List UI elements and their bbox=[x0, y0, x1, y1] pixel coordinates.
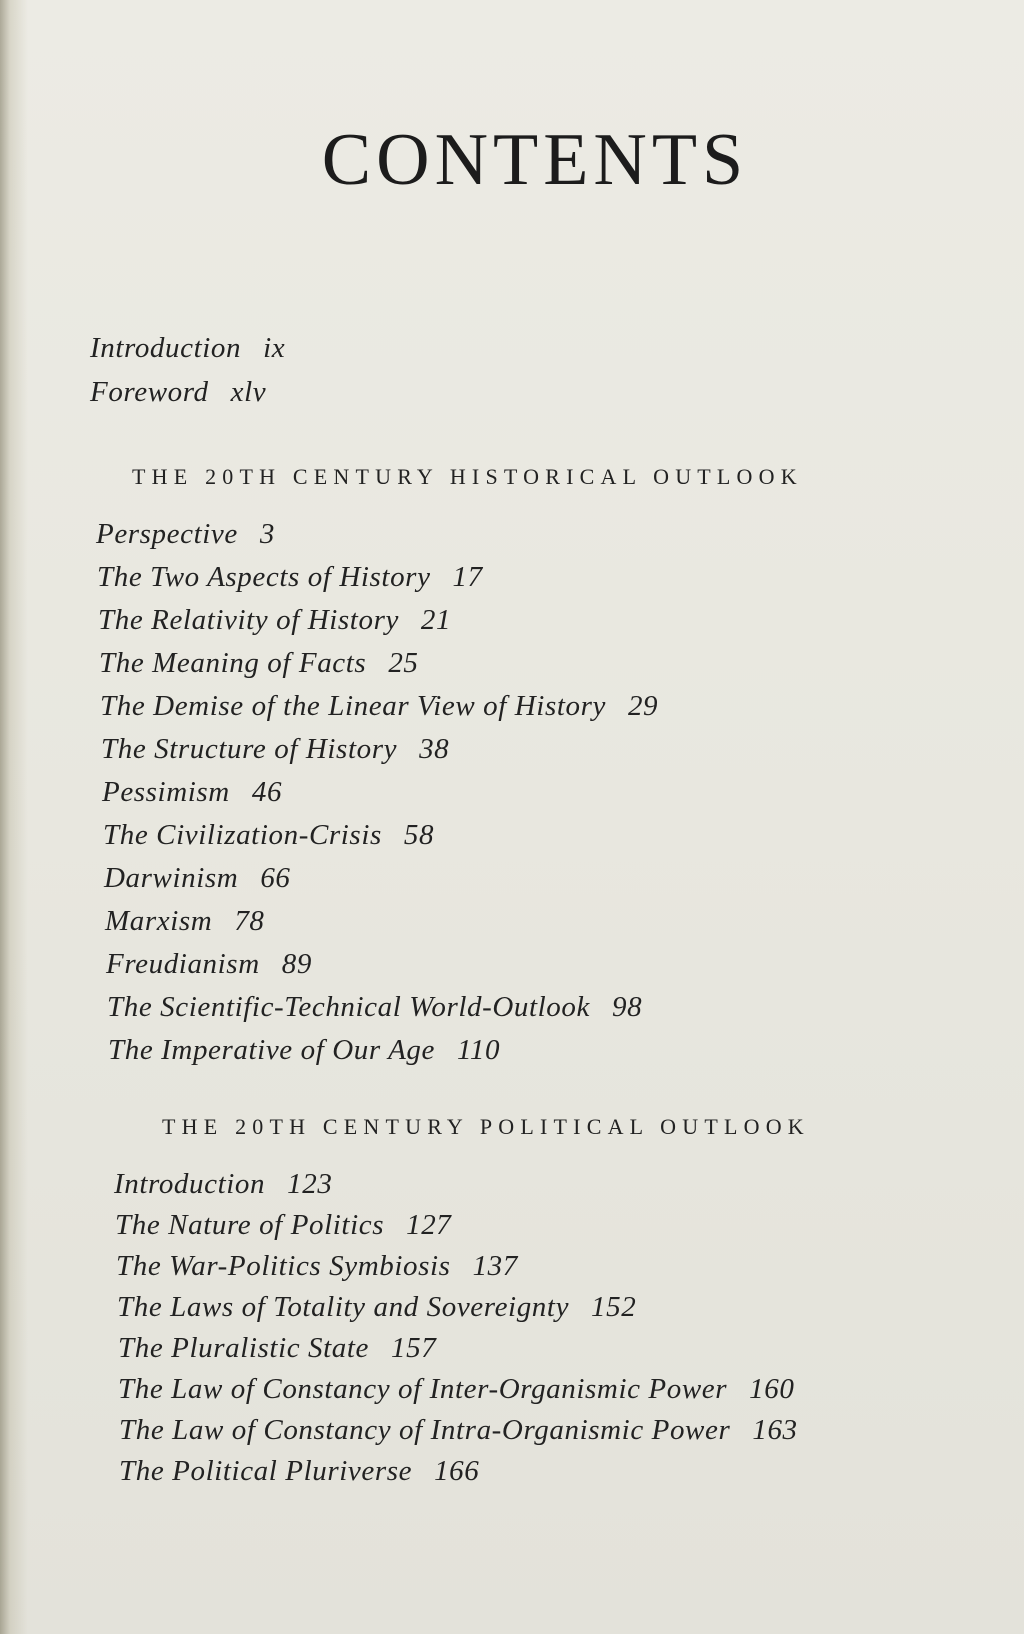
toc-entry-title: Pessimism bbox=[102, 776, 230, 808]
toc-entry bbox=[99, 647, 419, 680]
toc-entry-title: The Meaning of Facts bbox=[99, 647, 367, 679]
section-heading: THE 20TH CENTURY HISTORICAL OUTLOOK bbox=[132, 464, 803, 489]
toc-entry bbox=[105, 905, 265, 938]
toc-entry bbox=[104, 862, 291, 895]
toc-entry bbox=[107, 991, 642, 1024]
toc-entry bbox=[119, 1414, 798, 1447]
toc-entry-title: Foreword bbox=[90, 376, 209, 408]
toc-entry-page: 66 bbox=[260, 862, 291, 894]
toc-entry bbox=[118, 1332, 436, 1365]
toc-entry-title: The Political Pluriverse bbox=[119, 1455, 413, 1487]
toc-entry-page: 89 bbox=[281, 948, 312, 980]
toc-entry-page: 160 bbox=[749, 1373, 795, 1405]
toc-entry-title: The Relativity of History bbox=[98, 604, 399, 636]
toc-entry-title: The War-Politics Symbiosis bbox=[116, 1250, 451, 1282]
toc-entry-title: The Civilization-Crisis bbox=[103, 819, 382, 851]
toc-entry-page: 152 bbox=[591, 1291, 637, 1323]
toc-entry-page: 38 bbox=[419, 733, 450, 765]
toc-entry-page: 21 bbox=[420, 604, 452, 636]
toc-entry-title: Freudianism bbox=[106, 948, 260, 980]
toc-entry-page: 110 bbox=[456, 1034, 501, 1066]
toc-entry-title: The Law of Constancy of Intra-Organismic Power bbox=[119, 1414, 731, 1446]
toc-entry-page: 163 bbox=[752, 1414, 798, 1446]
toc-entry bbox=[102, 776, 282, 809]
toc-entry bbox=[116, 1250, 518, 1283]
toc-entry-title: Perspective bbox=[96, 518, 238, 550]
toc-entry-page: 157 bbox=[391, 1332, 437, 1364]
toc-entry bbox=[98, 604, 451, 637]
toc-entry bbox=[90, 332, 285, 365]
toc-entry-page: ix bbox=[263, 332, 286, 364]
toc-entry-page: 58 bbox=[403, 819, 435, 851]
toc-entry-title: The Laws of Totality and Sovereignty bbox=[117, 1291, 570, 1323]
toc-entry-title: The Scientific-Technical World-Outlook bbox=[107, 991, 590, 1023]
toc-entry-title: The Structure of History bbox=[101, 733, 398, 765]
section-heading: THE 20TH CENTURY POLITICAL OUTLOOK bbox=[162, 1114, 810, 1139]
toc-entry bbox=[100, 690, 658, 723]
toc-entry-title: Darwinism bbox=[104, 862, 239, 894]
toc-entry-page: 127 bbox=[406, 1209, 452, 1241]
toc-entry-page: 29 bbox=[627, 690, 659, 722]
toc-entry-title: The Pluralistic State bbox=[118, 1332, 370, 1364]
toc-entry-title: The Nature of Politics bbox=[115, 1209, 385, 1241]
toc-entry bbox=[96, 518, 275, 551]
toc-entry-title: Marxism bbox=[105, 905, 213, 937]
toc-entry bbox=[117, 1291, 636, 1324]
toc-entry-page: 3 bbox=[259, 518, 275, 550]
toc-entry-title: Introduction bbox=[114, 1168, 266, 1200]
toc-entry-title: The Imperative of Our Age bbox=[108, 1034, 435, 1066]
page-title: CONTENTS bbox=[321, 119, 749, 201]
toc-entry-title: The Two Aspects of History bbox=[97, 561, 431, 593]
toc-entry bbox=[118, 1373, 794, 1406]
toc-entry-page: 137 bbox=[472, 1250, 518, 1282]
toc-entry-page: 17 bbox=[452, 561, 483, 593]
toc-entry bbox=[114, 1168, 332, 1201]
toc-entry bbox=[106, 948, 312, 981]
toc-entry bbox=[108, 1034, 500, 1067]
toc-entry bbox=[115, 1209, 451, 1242]
toc-entry-page: 25 bbox=[388, 647, 419, 679]
toc-entry-title: The Demise of the Linear View of History bbox=[100, 690, 606, 722]
toc-entry-page: 98 bbox=[611, 991, 643, 1023]
toc-entry bbox=[97, 561, 483, 594]
toc-entry bbox=[101, 733, 449, 766]
toc-entry-title: The Law of Constancy of Inter-Organismic Power bbox=[118, 1373, 728, 1405]
toc-entry bbox=[103, 819, 434, 852]
toc-entry bbox=[119, 1455, 479, 1488]
toc-entry-page: 166 bbox=[434, 1455, 480, 1487]
toc-entry-page: 46 bbox=[251, 776, 283, 808]
toc-entry bbox=[90, 376, 266, 409]
toc-entry-page: 78 bbox=[234, 905, 265, 937]
toc-entry-page: xlv bbox=[230, 376, 267, 408]
toc-entry-page: 123 bbox=[287, 1168, 333, 1200]
toc-entry-title: Introduction bbox=[90, 332, 242, 364]
